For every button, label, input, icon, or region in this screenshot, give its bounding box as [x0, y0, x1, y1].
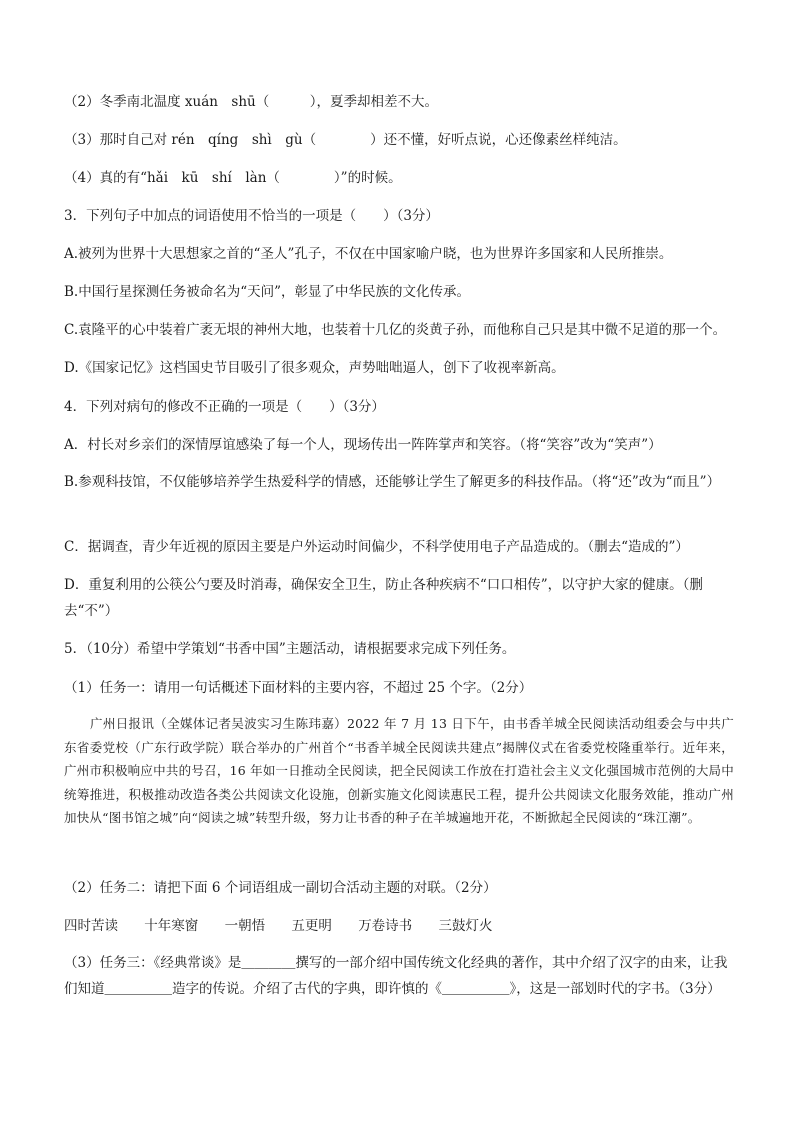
couplet-word: 三鼓灯火 — [438, 918, 493, 934]
couplet-word: 一朝悟 — [224, 918, 266, 934]
question-2-item-3: （3）那时自己对 rén qíng shì gù（ ）还不懂，好听点说，心还像素丝样纯洁。 — [64, 132, 627, 148]
question-3-option-a: A.被列为世界十大思想家之首的“圣人”孔子，不仅在中国家喻户晓，也为世界许多国家和人民所推崇。 — [64, 246, 673, 262]
couplet-word-list — [64, 916, 514, 936]
question-4-stem: 4．下列对病句的修改不正确的一项是（ ）（3分） — [64, 399, 385, 415]
couplet-word: 五更明 — [291, 918, 332, 934]
question-4-option-c: C．据调查，青少年近视的原因主要是户外运动时间偏少，不科学使用电子产品造成的。（删去“造成的”） — [64, 539, 689, 555]
question-3-option-c: C.袁隆平的心中装着广袤无垠的神州大地，也装着十几亿的炎黄子孙，而他称自己只是其中微不足道的那一个。 — [64, 322, 727, 338]
question-3-stem: 3．下列句子中加点的词语使用不恰当的一项是（ ）（3分） — [64, 208, 439, 224]
couplet-word: 四时苦读 — [64, 918, 118, 934]
question-3-option-b: B.中国行星探测任务被命名为“天问”，彰显了中华民族的文化传承。 — [64, 284, 471, 300]
question-2-item-2: （2）冬季南北温度 xuán shū（ ），夏季却相差不大。 — [64, 94, 438, 110]
question-4-option-d: D．重复利用的公筷公勺要及时消毒，确保安全卫生，防止各种疾病不“口口相传”，以守护大家的健康。（删去“不”） — [64, 577, 703, 619]
question-5-task-2: （2）任务二：请把下面 6 个词语组成一副切合活动主题的对联。（2分） — [64, 880, 497, 896]
question-5-task-1: （1）任务一：请用一句话概述下面材料的主要内容，不超过 25 个字。（2分） — [64, 680, 533, 696]
reading-passage: 广州日报讯（全媒体记者吴波实习生陈玮嘉）2022 年 7 月 13 日下午，由书香羊城全民阅读活动组委会与中共广东省委党校（广东行政学院）联合举办的广州首个“书香羊城全民阅读共建点”揭牌仪式在省委党校隆重举行。近年来，广州市积极响应中共的号召，16 年如一日推动全民阅读，把全民阅读工作放在打造社会主义文化强国城市范例的大局中统筹推进，积极推动改造各类公共阅读文化设施，创新实施文化阅读惠民工程，提升公共阅读文化服务效能，推动广州加快从“图书馆之城”向“阅读之城”转型升级，努力让书香的种子在羊城遍地开花，不断掀起全民阅读的“珠江潮”。 — [64, 716, 734, 825]
question-4-option-b: B.参观科技馆，不仅能够培养学生热爱科学的情感，还能够让学生了解更多的科技作品。（将“还”改为“而且”） — [64, 474, 721, 490]
couplet-word: 十年寒窗 — [144, 918, 199, 934]
couplet-word: 万卷诗书 — [358, 918, 413, 934]
question-3-option-d: D.《国家记忆》这档国史节目吸引了很多观众，声势咄咄逼人，创下了收视率新高。 — [64, 360, 565, 376]
question-2-item-4: （4）真的有“hǎi kū shí làn（ ）”的时候。 — [64, 170, 402, 186]
question-4-option-a: A．村长对乡亲们的深情厚谊感染了每一个人，现场传出一阵阵掌声和笑容。（将“笑容”改为“笑声”） — [64, 437, 662, 453]
question-5-heading: 5．（10分）希望中学策划“书香中国”主题活动，请根据要求完成下列任务。 — [64, 641, 516, 657]
question-5-task-3: （3）任务三：《经典常谈》是＿＿＿＿撰写的一部介绍中国传统文化经典的著作，其中介绍了汉字的由来，让我们知道＿＿＿＿＿造字的传说。介绍了古代的字典，即许慎的《＿＿＿＿＿》，这是一部划时代的字书。（3分） — [64, 955, 728, 997]
